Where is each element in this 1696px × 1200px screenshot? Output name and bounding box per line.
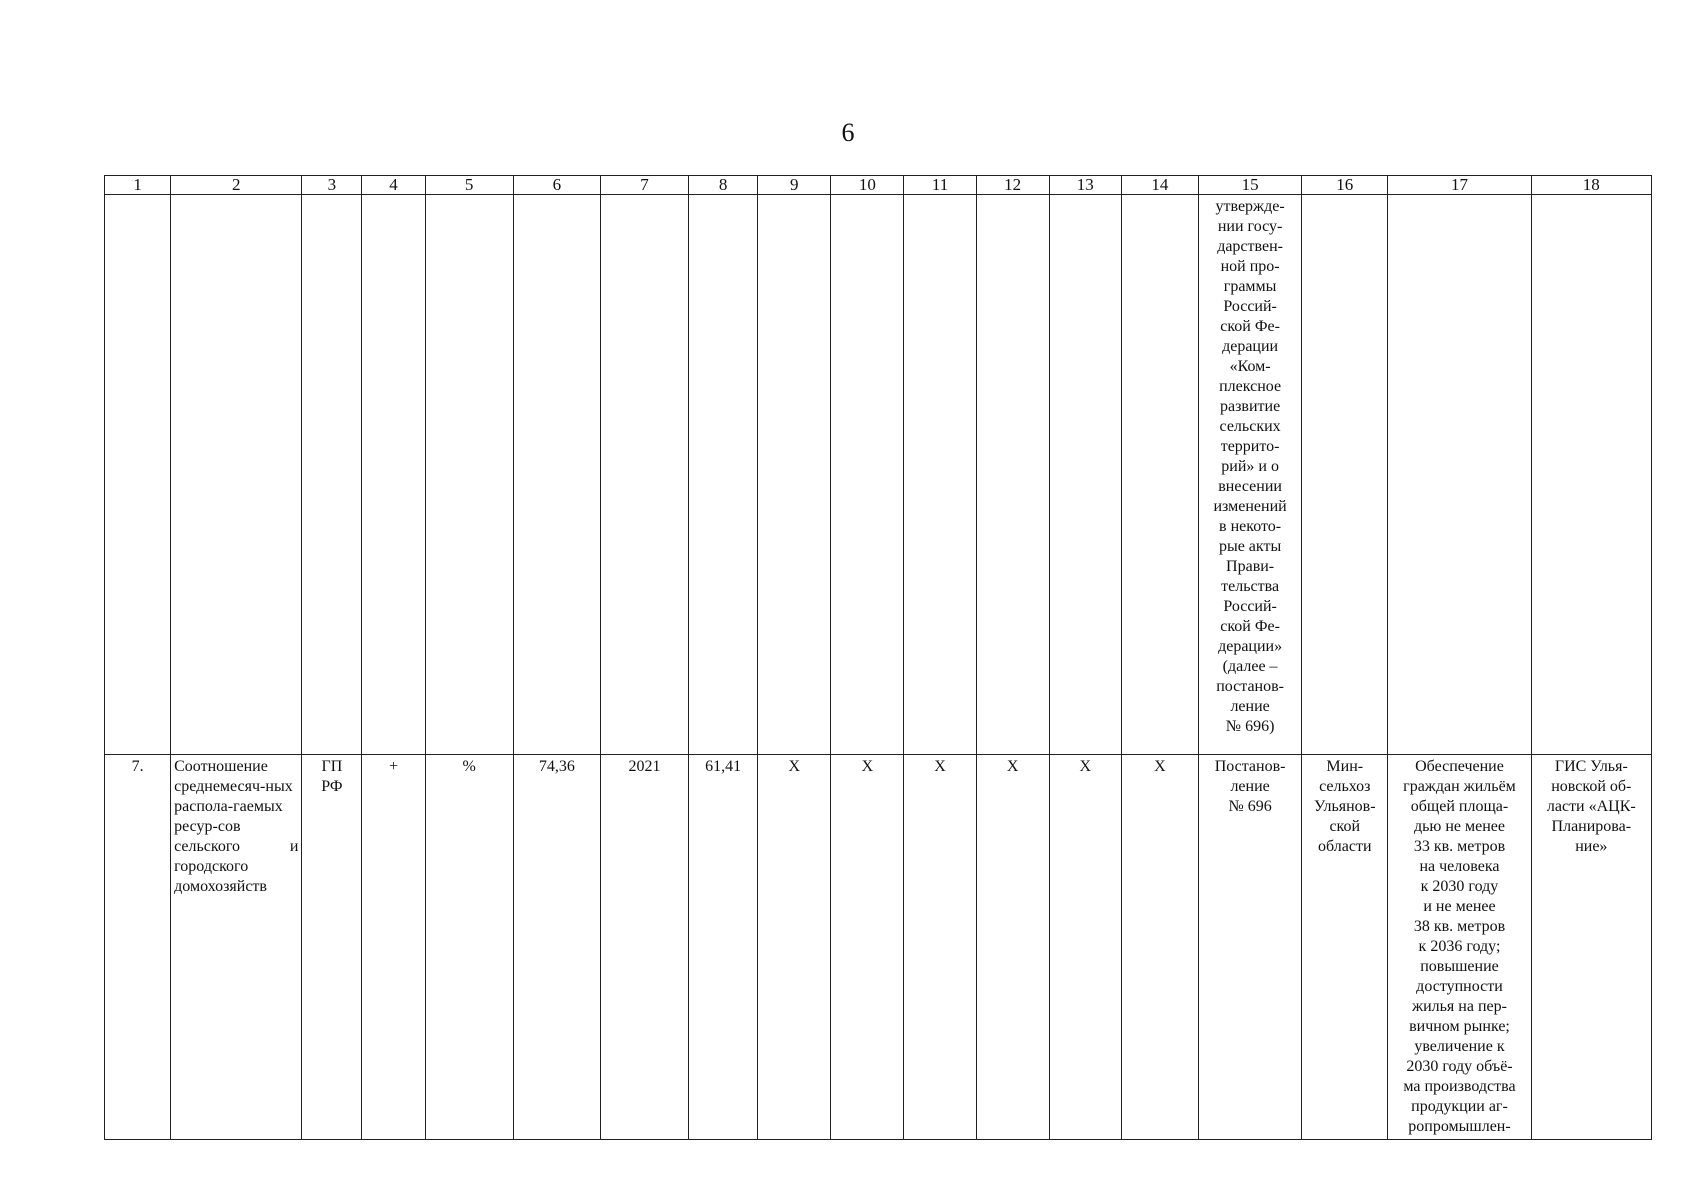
table-cell bbox=[171, 195, 302, 755]
information-system-cell: ГИС Улья- новской об- ласти «АЦК- Планирова- ние» bbox=[1531, 755, 1651, 1140]
column-header: 12 bbox=[976, 176, 1049, 195]
table-cell bbox=[689, 195, 758, 755]
column-header: 2 bbox=[171, 176, 302, 195]
source-cell: ГП РФ bbox=[302, 755, 362, 1140]
column-number-row bbox=[105, 176, 1652, 195]
column-header: 10 bbox=[831, 176, 904, 195]
table-cell bbox=[1531, 195, 1651, 755]
indicator-name-cell: Соотношение среднемесяч-ных распола-гаемых ресур-сов сельского и городского домохозяйств bbox=[171, 755, 302, 1140]
page-number: 6 bbox=[841, 118, 855, 147]
table-cell bbox=[1302, 195, 1388, 755]
table-cell bbox=[513, 195, 600, 755]
column-header: 5 bbox=[425, 176, 513, 195]
column-header: 17 bbox=[1388, 176, 1531, 195]
table-row bbox=[105, 755, 1652, 1140]
x-cell: Х bbox=[904, 755, 976, 1140]
plus-cell: + bbox=[362, 755, 425, 1140]
x-cell: Х bbox=[831, 755, 904, 1140]
column-header: 13 bbox=[1049, 176, 1121, 195]
x-cell: Х bbox=[758, 755, 831, 1140]
table-cell bbox=[105, 195, 171, 755]
table-cell bbox=[302, 195, 362, 755]
responsible-cell: Мин- сельхоз Ульянов- ской области bbox=[1302, 755, 1388, 1140]
column-header: 9 bbox=[758, 176, 831, 195]
column-header: 15 bbox=[1199, 176, 1302, 195]
column-header: 8 bbox=[689, 176, 758, 195]
column-header: 3 bbox=[302, 176, 362, 195]
x-cell: Х bbox=[1121, 755, 1198, 1140]
base-year-cell: 2021 bbox=[600, 755, 688, 1140]
table-cell bbox=[831, 195, 904, 755]
column-header: 7 bbox=[600, 176, 688, 195]
base-value-cell: 74,36 bbox=[513, 755, 600, 1140]
column-header: 18 bbox=[1531, 176, 1651, 195]
column-header: 6 bbox=[513, 176, 600, 195]
table-cell bbox=[1049, 195, 1121, 755]
table-cell bbox=[425, 195, 513, 755]
table-cell bbox=[976, 195, 1049, 755]
indicator-table bbox=[104, 175, 1652, 1140]
x-cell: Х bbox=[1049, 755, 1121, 1140]
value-cell: 61,41 bbox=[689, 755, 758, 1140]
column-header: 4 bbox=[362, 176, 425, 195]
goal-cell: Обеспечение граждан жильём общей площа- дью не менее 33 кв. метров на человека к 2030 году и не менее 38 кв. метров к 2036 году; повышение доступности жилья на пер- вичном рынке; увеличение к 2030 году объё- ма производства продукции аг- ропромышлен- bbox=[1388, 755, 1531, 1140]
unit-cell: % bbox=[425, 755, 513, 1140]
table-cell bbox=[1388, 195, 1531, 755]
document-cell: Постанов- ление № 696 bbox=[1199, 755, 1302, 1140]
table-cell bbox=[758, 195, 831, 755]
table-cell bbox=[904, 195, 976, 755]
table-row bbox=[105, 195, 1652, 755]
row-number-cell: 7. bbox=[105, 755, 171, 1140]
table-cell bbox=[1121, 195, 1198, 755]
column-header: 14 bbox=[1121, 176, 1198, 195]
table-cell bbox=[600, 195, 688, 755]
column-header: 1 bbox=[105, 176, 171, 195]
column-header: 16 bbox=[1302, 176, 1388, 195]
document-continuation-cell: утвержде- нии госу- дарствен- ной про- граммы Россий- ской Фе- дерации «Ком- плексное развитие сельских террито- рий» и о внесении изменений в некото- рые акты Прави- тельства Россий- ской Фе- дерации» (далее – постанов- ление № 696) bbox=[1199, 195, 1302, 755]
column-header: 11 bbox=[904, 176, 976, 195]
x-cell: Х bbox=[976, 755, 1049, 1140]
table-cell bbox=[362, 195, 425, 755]
